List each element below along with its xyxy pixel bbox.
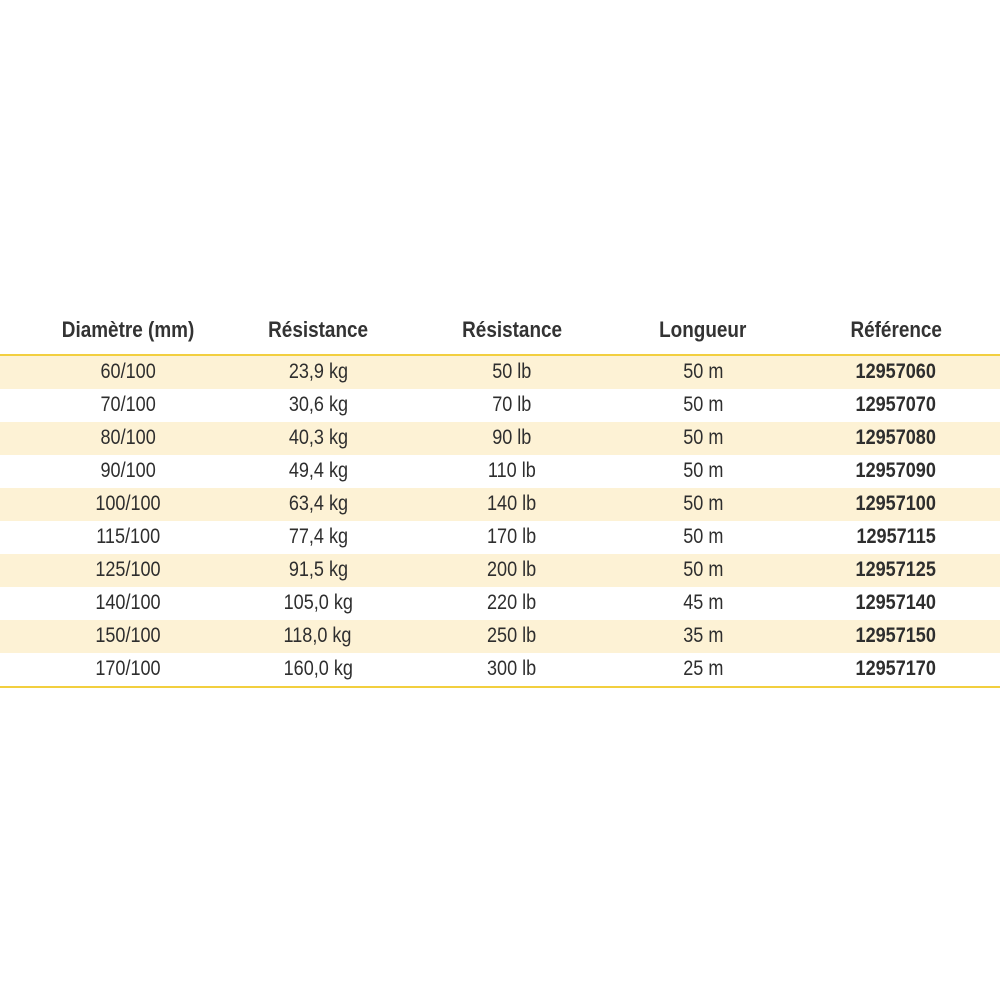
cell-resistance-lb-wrapper — [412, 653, 612, 680]
cell-diameter: 150/100 — [95, 624, 161, 647]
cell-diameter-wrapper — [28, 488, 228, 515]
cell-length-wrapper — [603, 521, 803, 548]
cell-reference: 12957125 — [855, 558, 937, 581]
table-row — [0, 389, 1000, 422]
cell-resistance-lb-wrapper — [412, 422, 612, 449]
header-label: Résistance — [268, 317, 368, 342]
cell-resistance-kg: 160,0 kg — [283, 657, 353, 680]
cell-length: 50 m — [682, 393, 724, 416]
cell-resistance-lb-wrapper — [412, 455, 612, 482]
cell-resistance-lb-wrapper — [412, 620, 612, 647]
cell-resistance-lb: 110 lb — [488, 459, 536, 482]
cell-resistance-kg-wrapper — [218, 521, 418, 548]
cell-resistance-lb-wrapper — [412, 554, 612, 581]
cell-reference: 12957100 — [855, 492, 937, 515]
cell-length-wrapper — [603, 620, 803, 647]
cell-reference: 12957090 — [855, 459, 937, 482]
header-cell-length — [603, 310, 803, 342]
cell-diameter-wrapper — [28, 620, 228, 647]
cell-reference-wrapper — [796, 521, 996, 548]
cell-resistance-kg-wrapper — [218, 587, 418, 614]
cell-reference-wrapper — [796, 488, 996, 515]
cell-resistance-lb: 250 lb — [487, 624, 537, 647]
cell-reference-wrapper — [796, 554, 996, 581]
cell-reference-wrapper — [796, 455, 996, 482]
cell-reference-wrapper — [796, 587, 996, 614]
cell-resistance-lb: 50 lb — [492, 360, 532, 383]
cell-resistance-lb: 200 lb — [487, 558, 537, 581]
cell-length: 50 m — [682, 459, 724, 482]
cell-reference: 12957170 — [855, 657, 937, 680]
cell-resistance-kg-wrapper — [218, 653, 418, 680]
cell-reference: 12957150 — [855, 624, 937, 647]
table-bottom-divider — [0, 686, 1000, 688]
cell-reference-wrapper — [796, 620, 996, 647]
table-header — [0, 310, 1000, 354]
cell-reference: 12957060 — [855, 360, 937, 383]
cell-resistance-lb-wrapper — [412, 521, 612, 548]
cell-length: 45 m — [682, 591, 724, 614]
specification-table — [0, 310, 1000, 688]
cell-length: 50 m — [682, 492, 724, 515]
cell-resistance-lb-wrapper — [412, 488, 612, 515]
header-cell-resistance-kg — [218, 310, 418, 342]
cell-diameter: 80/100 — [100, 426, 156, 449]
cell-reference: 12957080 — [855, 426, 937, 449]
cell-length-wrapper — [603, 356, 803, 383]
cell-resistance-lb-wrapper — [412, 356, 612, 383]
cell-resistance-kg-wrapper — [218, 554, 418, 581]
cell-reference: 12957140 — [855, 591, 937, 614]
table-row — [0, 587, 1000, 620]
table-row — [0, 455, 1000, 488]
header-cell-reference — [796, 310, 996, 342]
cell-diameter: 100/100 — [95, 492, 161, 515]
cell-reference-wrapper — [796, 422, 996, 449]
cell-resistance-kg: 49,4 kg — [288, 459, 348, 482]
cell-resistance-lb: 90 lb — [492, 426, 532, 449]
cell-diameter: 90/100 — [100, 459, 156, 482]
cell-diameter-wrapper — [28, 422, 228, 449]
table-row — [0, 356, 1000, 389]
cell-diameter-wrapper — [28, 554, 228, 581]
cell-diameter-wrapper — [28, 356, 228, 383]
cell-diameter-wrapper — [28, 455, 228, 482]
cell-length: 50 m — [682, 558, 724, 581]
header-unit: (mm) — [147, 317, 195, 342]
cell-diameter: 115/100 — [96, 525, 160, 548]
cell-resistance-kg: 40,3 kg — [288, 426, 348, 449]
cell-length-wrapper — [603, 455, 803, 482]
cell-length-wrapper — [603, 422, 803, 449]
cell-resistance-lb-wrapper — [412, 389, 612, 416]
header-label: Diamètre — [61, 317, 143, 342]
table-row — [0, 620, 1000, 653]
table-row — [0, 554, 1000, 587]
cell-length-wrapper — [603, 554, 803, 581]
cell-reference-wrapper — [796, 356, 996, 383]
header-label: Référence — [850, 317, 942, 342]
cell-diameter-wrapper — [28, 389, 228, 416]
cell-resistance-kg: 105,0 kg — [283, 591, 353, 614]
cell-length-wrapper — [603, 587, 803, 614]
cell-diameter: 170/100 — [95, 657, 161, 680]
cell-resistance-lb: 220 lb — [487, 591, 537, 614]
cell-length: 50 m — [682, 525, 724, 548]
cell-resistance-kg-wrapper — [218, 455, 418, 482]
cell-resistance-kg: 118,0 kg — [284, 624, 352, 647]
cell-length-wrapper — [603, 653, 803, 680]
cell-resistance-kg: 23,9 kg — [288, 360, 348, 383]
cell-resistance-kg: 91,5 kg — [288, 558, 348, 581]
cell-diameter: 140/100 — [95, 591, 161, 614]
cell-diameter-wrapper — [28, 653, 228, 680]
header-cell-resistance-lb — [412, 310, 612, 342]
table-row — [0, 488, 1000, 521]
cell-diameter-wrapper — [28, 521, 228, 548]
cell-length-wrapper — [603, 488, 803, 515]
cell-length: 35 m — [682, 624, 724, 647]
cell-length: 50 m — [682, 426, 724, 449]
table-row — [0, 422, 1000, 455]
table-row — [0, 521, 1000, 554]
cell-resistance-lb: 170 lb — [487, 525, 537, 548]
cell-resistance-lb: 140 lb — [487, 492, 537, 515]
cell-reference: 12957115 — [856, 525, 936, 548]
table-body — [0, 356, 1000, 686]
header-label: Résistance — [462, 317, 562, 342]
cell-length: 50 m — [682, 360, 724, 383]
cell-resistance-kg: 30,6 kg — [288, 393, 348, 416]
cell-resistance-kg-wrapper — [218, 389, 418, 416]
cell-length: 25 m — [682, 657, 724, 680]
cell-length-wrapper — [603, 389, 803, 416]
header-label: Longueur — [659, 317, 747, 342]
cell-resistance-kg-wrapper — [218, 356, 418, 383]
cell-resistance-lb: 70 lb — [492, 393, 532, 416]
cell-diameter-wrapper — [28, 587, 228, 614]
cell-diameter: 70/100 — [100, 393, 156, 416]
cell-resistance-lb-wrapper — [412, 587, 612, 614]
cell-resistance-kg: 77,4 kg — [288, 525, 348, 548]
cell-resistance-lb: 300 lb — [487, 657, 537, 680]
cell-diameter: 60/100 — [100, 360, 156, 383]
cell-diameter: 125/100 — [95, 558, 161, 581]
cell-reference-wrapper — [796, 389, 996, 416]
cell-resistance-kg: 63,4 kg — [288, 492, 348, 515]
cell-reference: 12957070 — [855, 393, 937, 416]
header-cell-diameter — [28, 310, 228, 342]
cell-reference-wrapper — [796, 653, 996, 680]
table-row — [0, 653, 1000, 686]
cell-resistance-kg-wrapper — [218, 422, 418, 449]
cell-resistance-kg-wrapper — [218, 620, 418, 647]
cell-resistance-kg-wrapper — [218, 488, 418, 515]
